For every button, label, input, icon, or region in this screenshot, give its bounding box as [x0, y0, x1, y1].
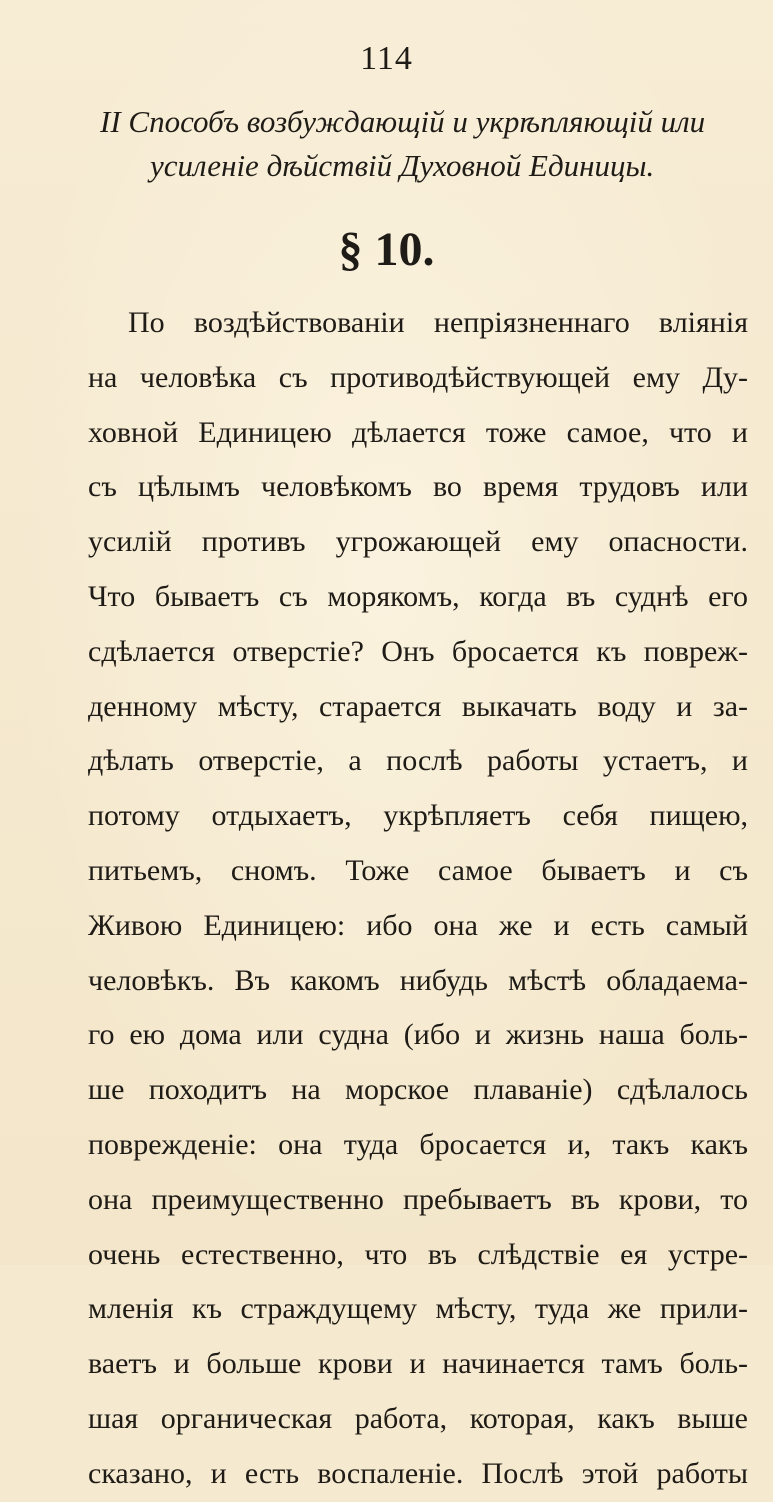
- text-line: ше походитъ на морское плаваніе) сдѣлалось: [88, 1073, 748, 1107]
- text-line: очень естественно, что въ слѣдствіе ея устре-: [88, 1237, 748, 1271]
- text-line: го ею дома или судна (ибо и жизнь наша боль-: [88, 1018, 748, 1052]
- text-line: денному мѣсту, старается выкачать воду и за-: [88, 689, 748, 723]
- text-line: на человѣка съ противодѣйствующей ему Ду-: [88, 360, 748, 394]
- text-line: По воздѣйствованіи непріязненнаго вліянія: [128, 306, 748, 339]
- text-line: питьемъ, сномъ. Тоже самое бываетъ и съ: [88, 853, 748, 887]
- text-line: усилій противъ угрожающей ему опасности.: [88, 525, 748, 559]
- text-line: Что бываетъ съ морякомъ, когда въ суднѣ его: [88, 579, 748, 613]
- section-heading: [100, 100, 740, 188]
- text-line: съ цѣлымъ человѣкомъ во время трудовъ или: [88, 470, 748, 504]
- text-line: ваетъ и больше крови и начинается тамъ боль-: [88, 1347, 748, 1381]
- text-line: сдѣлается отверстіе? Онъ бросается къ повреж-: [88, 634, 748, 668]
- text-line: поврежденіе: она туда бросается и, такъ какъ: [88, 1127, 748, 1161]
- text-line: человѣкъ. Въ какомъ нибудь мѣстѣ обладаема-: [88, 963, 748, 997]
- heading-line-1: II Способъ возбуждающій и укрѣпляющій или: [100, 104, 706, 139]
- text-line: Живою Единицею: ибо она же и есть самый: [88, 908, 748, 942]
- text-line: дѣлать отверстіе, а послѣ работы устаетъ, и: [88, 744, 748, 778]
- body-text: [88, 296, 748, 1502]
- text-line: ховной Единицею дѣлается тоже самое, что и: [88, 415, 748, 449]
- text-line: потому отдыхаетъ, укрѣпляетъ себя пищею,: [88, 799, 748, 833]
- text-line: сказано, и есть воспаленіе. Послѣ этой работы: [88, 1456, 748, 1490]
- text-line: мленія къ страждущему мѣсту, туда же прили-: [88, 1292, 748, 1326]
- page-number: 114: [360, 40, 413, 77]
- section-number: § 10.: [338, 223, 435, 276]
- text-line: шая органическая работа, которая, какъ выше: [88, 1401, 748, 1435]
- text-line: она преимущественно пребываетъ въ крови, то: [88, 1182, 748, 1216]
- heading-line-2: усиленіе дѣйствій Духовной Единицы.: [150, 148, 655, 183]
